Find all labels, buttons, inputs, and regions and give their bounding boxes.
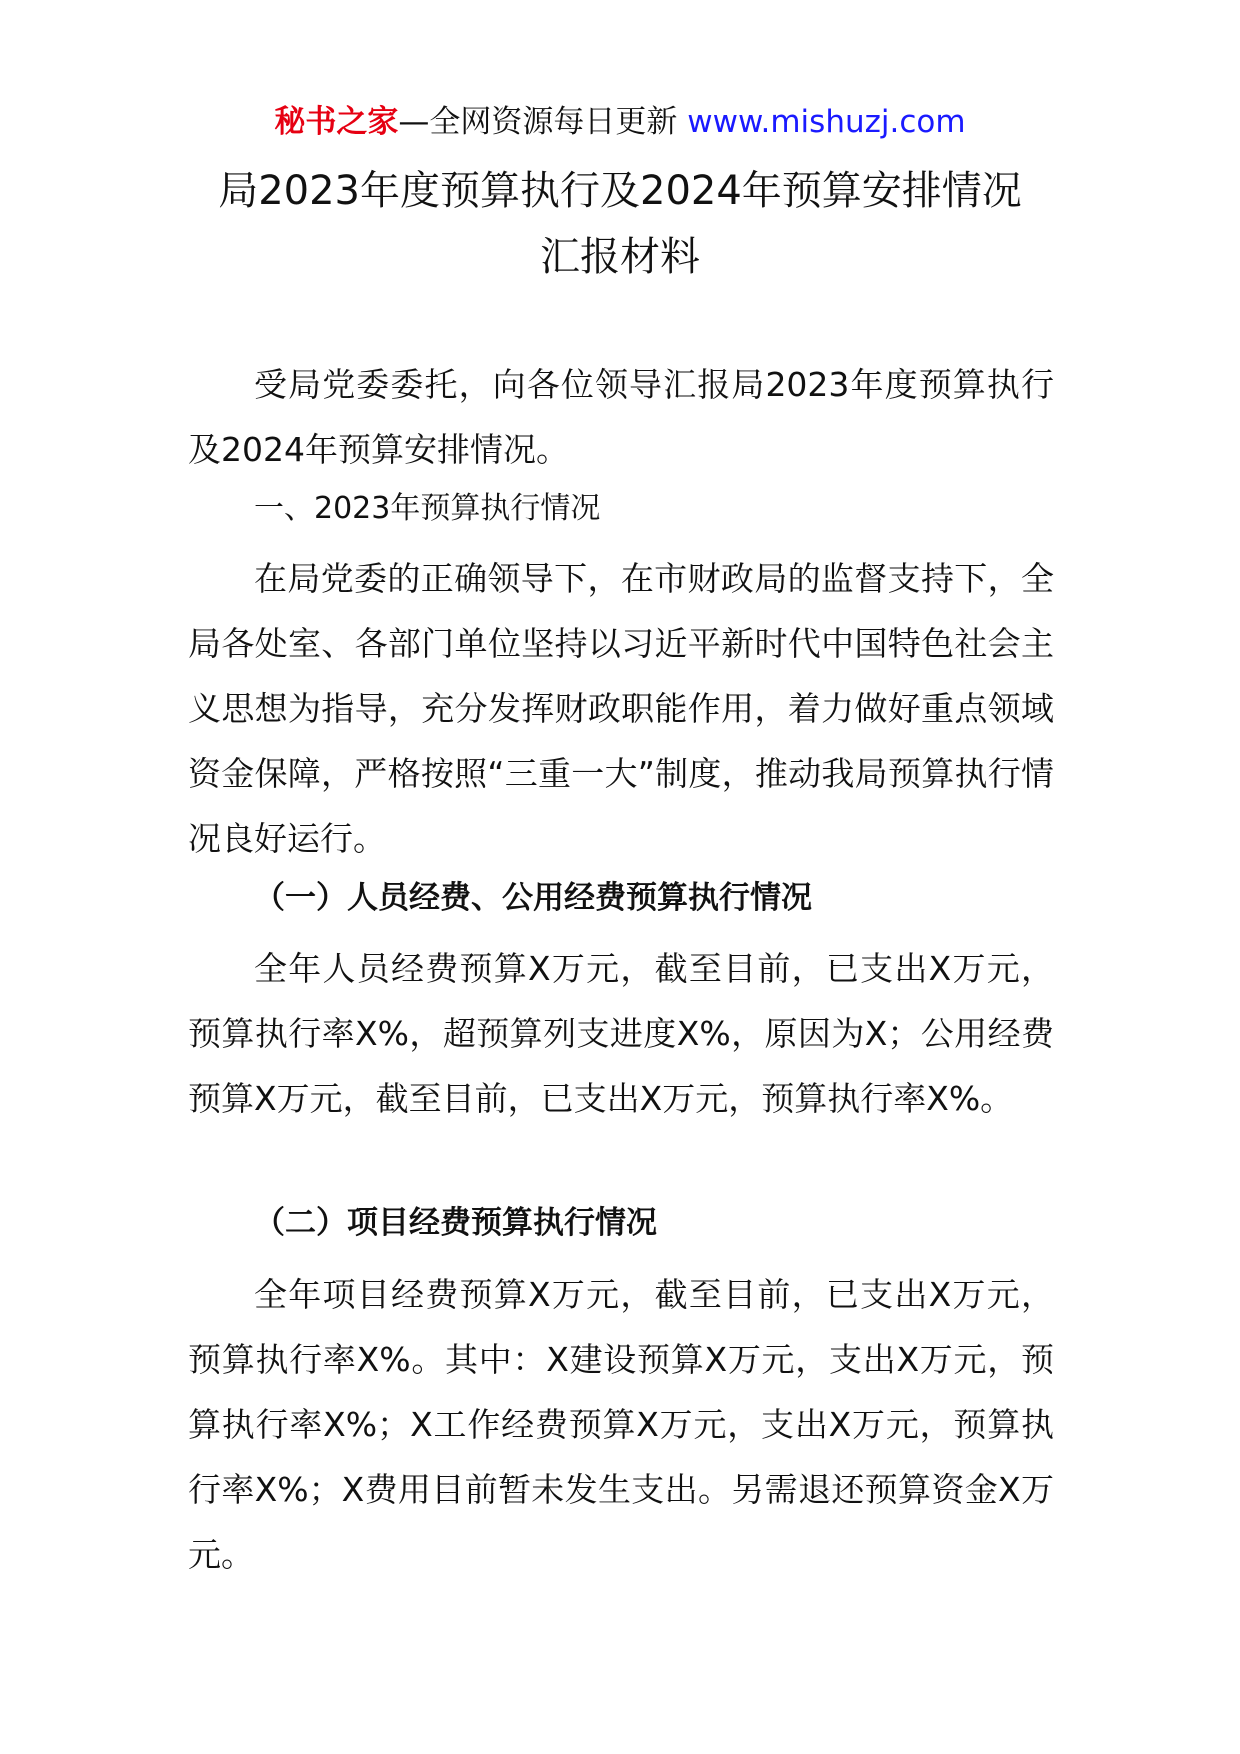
title-line-1: 局2023年度预算执行及2024年预算安排情况 [218,168,1022,214]
intro-paragraph: 受局党委委托，向各位领导汇报局2023年度预算执行及2024年预算安排情况。 [188,365,1054,469]
site-header [0,100,1240,144]
subsection-2-heading: （二）项目经费预算执行情况 [254,1205,657,1241]
document-title [0,158,1240,290]
title-line-2: 汇报材料 [540,234,700,280]
site-url[interactable]: www.mishuzj.com [687,104,966,140]
intro-paragraph-block [188,352,1054,482]
subsection-1-paragraph-block [188,936,1054,1131]
subsection-2-paragraph-block [188,1262,1054,1587]
subsection-1-heading: （一）人员经费、公用经费预算执行情况 [254,880,812,916]
section-1-heading: 一、2023年预算执行情况 [254,491,601,526]
section-1-paragraph-block [188,546,1054,871]
subsection-2-paragraph: 全年项目经费预算X万元，截至目前，已支出X万元，预算执行率X%。其中：X建设预算X万元，支出X万元，预算执行率X%；X工作经费预算X万元，支出X万元，预算执行率X%；X费用目前暂未发生支出。另需退还预算资金X万元。 [188,1275,1054,1574]
brand-name: 秘书之家 [274,104,399,140]
header-slogan: —全网资源每日更新 [398,104,688,140]
subsection-1-paragraph: 全年人员经费预算X万元，截至目前，已支出X万元，预算执行率X%，超预算列支进度X%，原因为X；公用经费预算X万元，截至目前，已支出X万元，预算执行率X%。 [188,949,1054,1118]
section-1-paragraph: 在局党委的正确领导下，在市财政局的监督支持下，全局各处室、各部门单位坚持以习近平新时代中国特色社会主义思想为指导，充分发挥财政职能作用，着力做好重点领域资金保障，严格按照“三重一大”制度，推动我局预算执行情况良好运行。 [188,559,1054,858]
